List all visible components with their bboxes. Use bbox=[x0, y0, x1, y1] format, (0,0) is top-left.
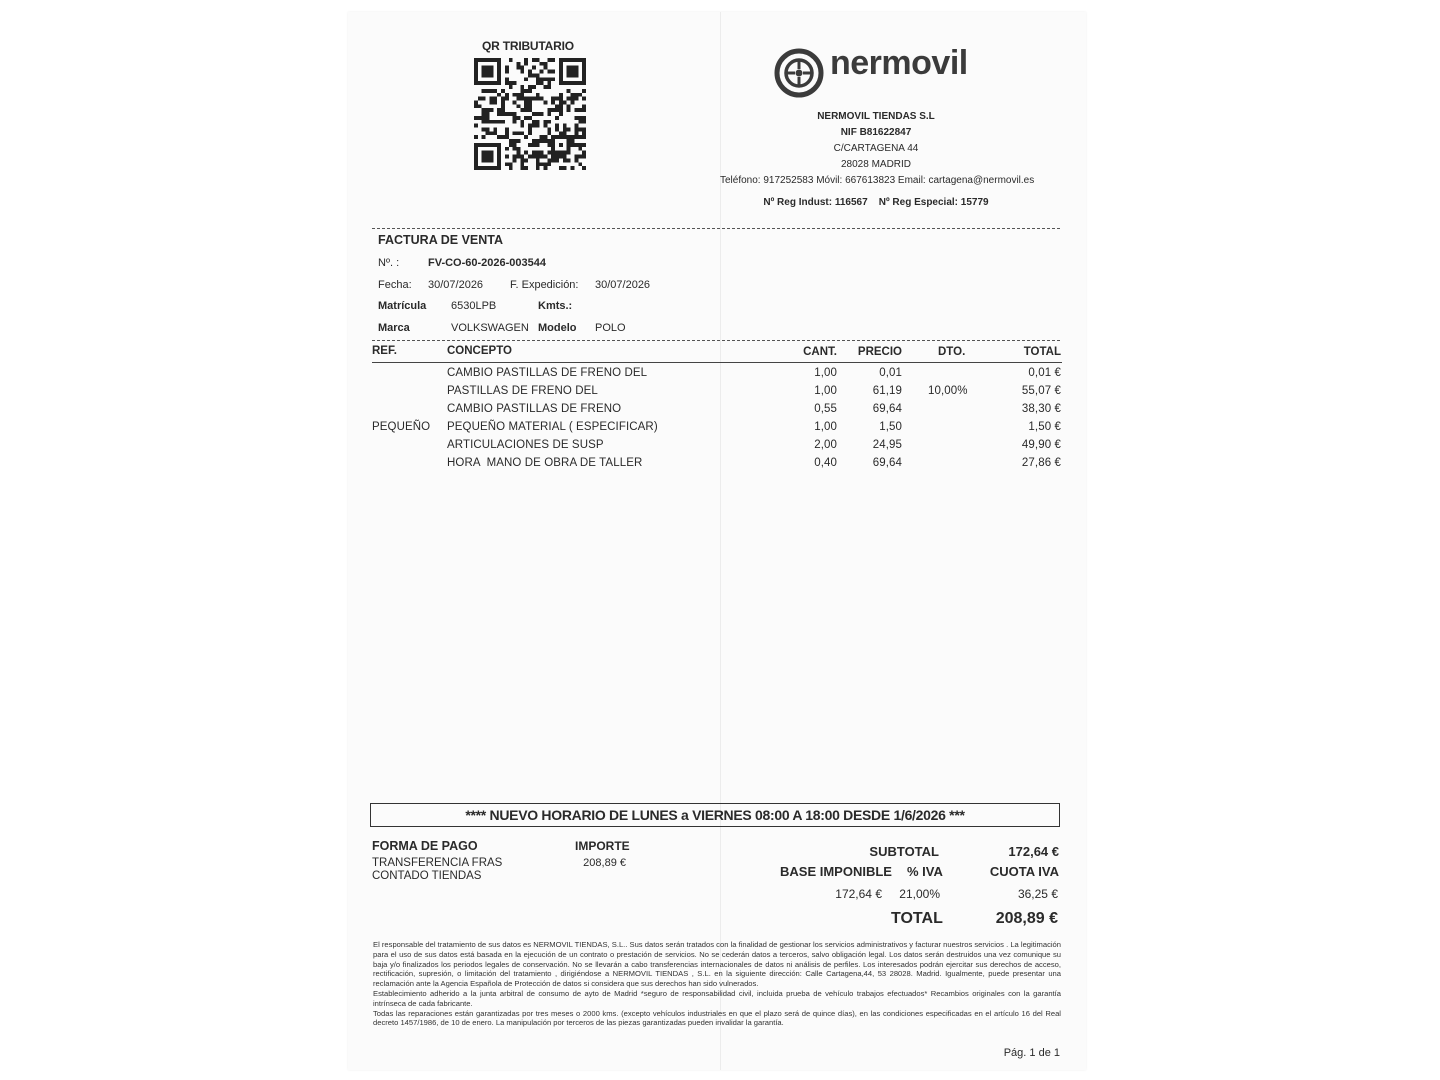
company-name: NERMOVIL TIENDAS S.L bbox=[817, 111, 935, 122]
row-qty: 2,00 bbox=[814, 439, 837, 451]
base-label: BASE IMPONIBLE bbox=[780, 864, 892, 879]
row-qty: 1,00 bbox=[814, 385, 837, 397]
iva-label: % IVA bbox=[907, 864, 943, 879]
legal-notice bbox=[373, 940, 1061, 1028]
total-value: 208,89 € bbox=[995, 910, 1058, 927]
row-concept: CAMBIO PASTILLAS DE FRENO DEL bbox=[447, 367, 648, 379]
qr-title: QR TRIBUTARIO bbox=[482, 39, 574, 53]
schedule-banner: **** NUEVO HORARIO DE LUNES a VIERNES 08:00 A 18:00 DESDE 1/6/2026 *** bbox=[370, 803, 1060, 827]
row-concept: HORA MANO DE OBRA DE TALLER bbox=[447, 457, 643, 469]
payment-amount-label: IMPORTE bbox=[575, 839, 630, 853]
row-price: 24,95 bbox=[872, 439, 902, 451]
legal-warranty: Todas las reparaciones están garantizadas por tres meses o 2000 kms. (excepto vehículos industriales en que el plazo será de quince días), en las condiciones especificadas en el artículo 16 del Real decreto 1457/1986, de 10 de enero. La manipulación por terceros de las piezas garantizadas pueden invalidar la garantía. bbox=[373, 1008, 1061, 1028]
row-total: 55,07 € bbox=[1021, 385, 1061, 397]
row-qty: 0,55 bbox=[814, 403, 837, 415]
date-label: Fecha: bbox=[378, 279, 412, 291]
payment-method-line2: CONTADO TIENDAS bbox=[372, 870, 482, 882]
payment-method-label: FORMA DE PAGO bbox=[372, 839, 478, 853]
nermovil-logo-icon bbox=[774, 48, 824, 98]
model-label: Modelo bbox=[538, 322, 577, 334]
row-discount: 10,00% bbox=[928, 385, 968, 397]
cuota-label: CUOTA IVA bbox=[989, 864, 1059, 879]
legal-privacy: El responsable del tratamiento de sus datos es NERMOVIL TIENDAS, S.L.. Sus datos serán tratados con la finalidad de gestionar los servicios administrativos y facturar nuestros servicios . La legitimación para el uso de sus datos está basada en la ejecución de un contrato o prestación de servicios. No se cederán datos a terceros, salvo obligación legal. Los datos serán destruidos una vez comunique su baja y/o finalizados los periodos legales de conservación. No se llevarán a cabo transferencias internacionales de datos ni análisis de perfiles. Los interesados podrán ejercitar sus derechos de acceso, rectificación, supresión, o limitación del tratamiento , dirigiéndose a NERMOVIL TIENDAS , S.L. en la siguiente dirección: Calle Cartagena,44, 53 28028. Madrid. Igualmente, puede presentar una reclamación ante la Agencia Española de Protección de datos si considera que sus derechos han sido vulnerados. bbox=[373, 940, 1061, 989]
total-label: TOTAL bbox=[891, 910, 943, 927]
row-price: 1,50 bbox=[879, 421, 902, 433]
company-nif: NIF B81622847 bbox=[840, 127, 912, 138]
paper-fold bbox=[720, 12, 721, 1070]
row-price: 61,19 bbox=[872, 385, 902, 397]
row-total: 49,90 € bbox=[1021, 439, 1061, 451]
company-street: C/CARTAGENA 44 bbox=[833, 143, 919, 154]
row-total: 38,30 € bbox=[1021, 403, 1061, 415]
invoice-number-label: Nº. : bbox=[378, 257, 400, 269]
qr-code bbox=[474, 58, 586, 170]
row-total: 0,01 € bbox=[1028, 367, 1061, 379]
plate-label: Matrícula bbox=[378, 300, 427, 312]
row-concept: PEQUEÑO MATERIAL ( ESPECIFICAR) bbox=[447, 421, 658, 433]
col-total: TOTAL bbox=[1023, 346, 1061, 358]
invoice-number: FV-CO-60-2026-003544 bbox=[428, 257, 547, 269]
row-qty: 0,40 bbox=[814, 457, 837, 469]
row-concept: PASTILLAS DE FRENO DEL bbox=[447, 385, 598, 397]
row-price: 69,64 bbox=[872, 457, 902, 469]
row-total: 1,50 € bbox=[1028, 421, 1061, 433]
legal-arbitration: Establecimiento adherido a la junta arbitral de consumo de ayto de Madrid *seguro de responsabilidad civil, incluida prueba de vehículo trabajos efectuados* Recambios originales con la garantía intrínseca de cada fabricante. bbox=[373, 988, 1061, 1008]
plate-value: 6530LPB bbox=[451, 300, 497, 312]
header-rule bbox=[372, 362, 1062, 363]
col-concept: CONCEPTO bbox=[447, 345, 512, 357]
brand-label: Marca bbox=[378, 322, 410, 334]
row-total: 27,86 € bbox=[1021, 457, 1061, 469]
issue-date-label: F. Expedición: bbox=[510, 279, 579, 291]
iva-value: 21,00% bbox=[899, 887, 940, 901]
row-ref: PEQUEÑO bbox=[372, 421, 431, 433]
row-concept: CAMBIO PASTILLAS DE FRENO bbox=[447, 403, 622, 415]
row-qty: 1,00 bbox=[814, 421, 837, 433]
payment-method-line1: TRANSFERENCIA FRAS bbox=[372, 857, 503, 869]
base-value: 172,64 € bbox=[835, 887, 882, 901]
col-price: PRECIO bbox=[857, 346, 902, 358]
company-registry: Nº Reg Indust: 116567 Nº Reg Especial: 15779 bbox=[763, 197, 989, 208]
invoice-title: FACTURA DE VENTA bbox=[378, 233, 503, 247]
vehicle-model: POLO bbox=[595, 322, 626, 334]
row-price: 0,01 bbox=[879, 367, 902, 379]
payment-amount: 208,89 € bbox=[583, 857, 626, 869]
issue-date: 30/07/2026 bbox=[595, 279, 651, 291]
vehicle-brand: VOLKSWAGEN bbox=[451, 322, 529, 334]
company-city: 28028 MADRID bbox=[840, 159, 912, 170]
row-price: 69,64 bbox=[872, 403, 902, 415]
company-contact: Teléfono: 917252583 Móvil: 667613823 Email: cartagena@nermovil.es bbox=[720, 175, 1035, 186]
col-qty: CANT. bbox=[803, 346, 837, 358]
cuota-value: 36,25 € bbox=[1017, 887, 1058, 901]
col-discount: DTO. bbox=[938, 346, 966, 358]
col-ref: REF. bbox=[372, 345, 397, 357]
row-concept: ARTICULACIONES DE SUSP bbox=[447, 439, 604, 451]
kms-label: Kmts.: bbox=[538, 300, 573, 312]
row-qty: 1,00 bbox=[814, 367, 837, 379]
subtotal-label: SUBTOTAL bbox=[869, 844, 939, 859]
invoice-date: 30/07/2026 bbox=[428, 279, 484, 291]
divider bbox=[372, 340, 1060, 341]
subtotal-value: 172,64 € bbox=[1008, 844, 1059, 859]
brand-name: nermovil bbox=[830, 44, 968, 82]
divider bbox=[372, 228, 1060, 229]
page-number: Pág. 1 de 1 bbox=[1003, 1047, 1060, 1059]
